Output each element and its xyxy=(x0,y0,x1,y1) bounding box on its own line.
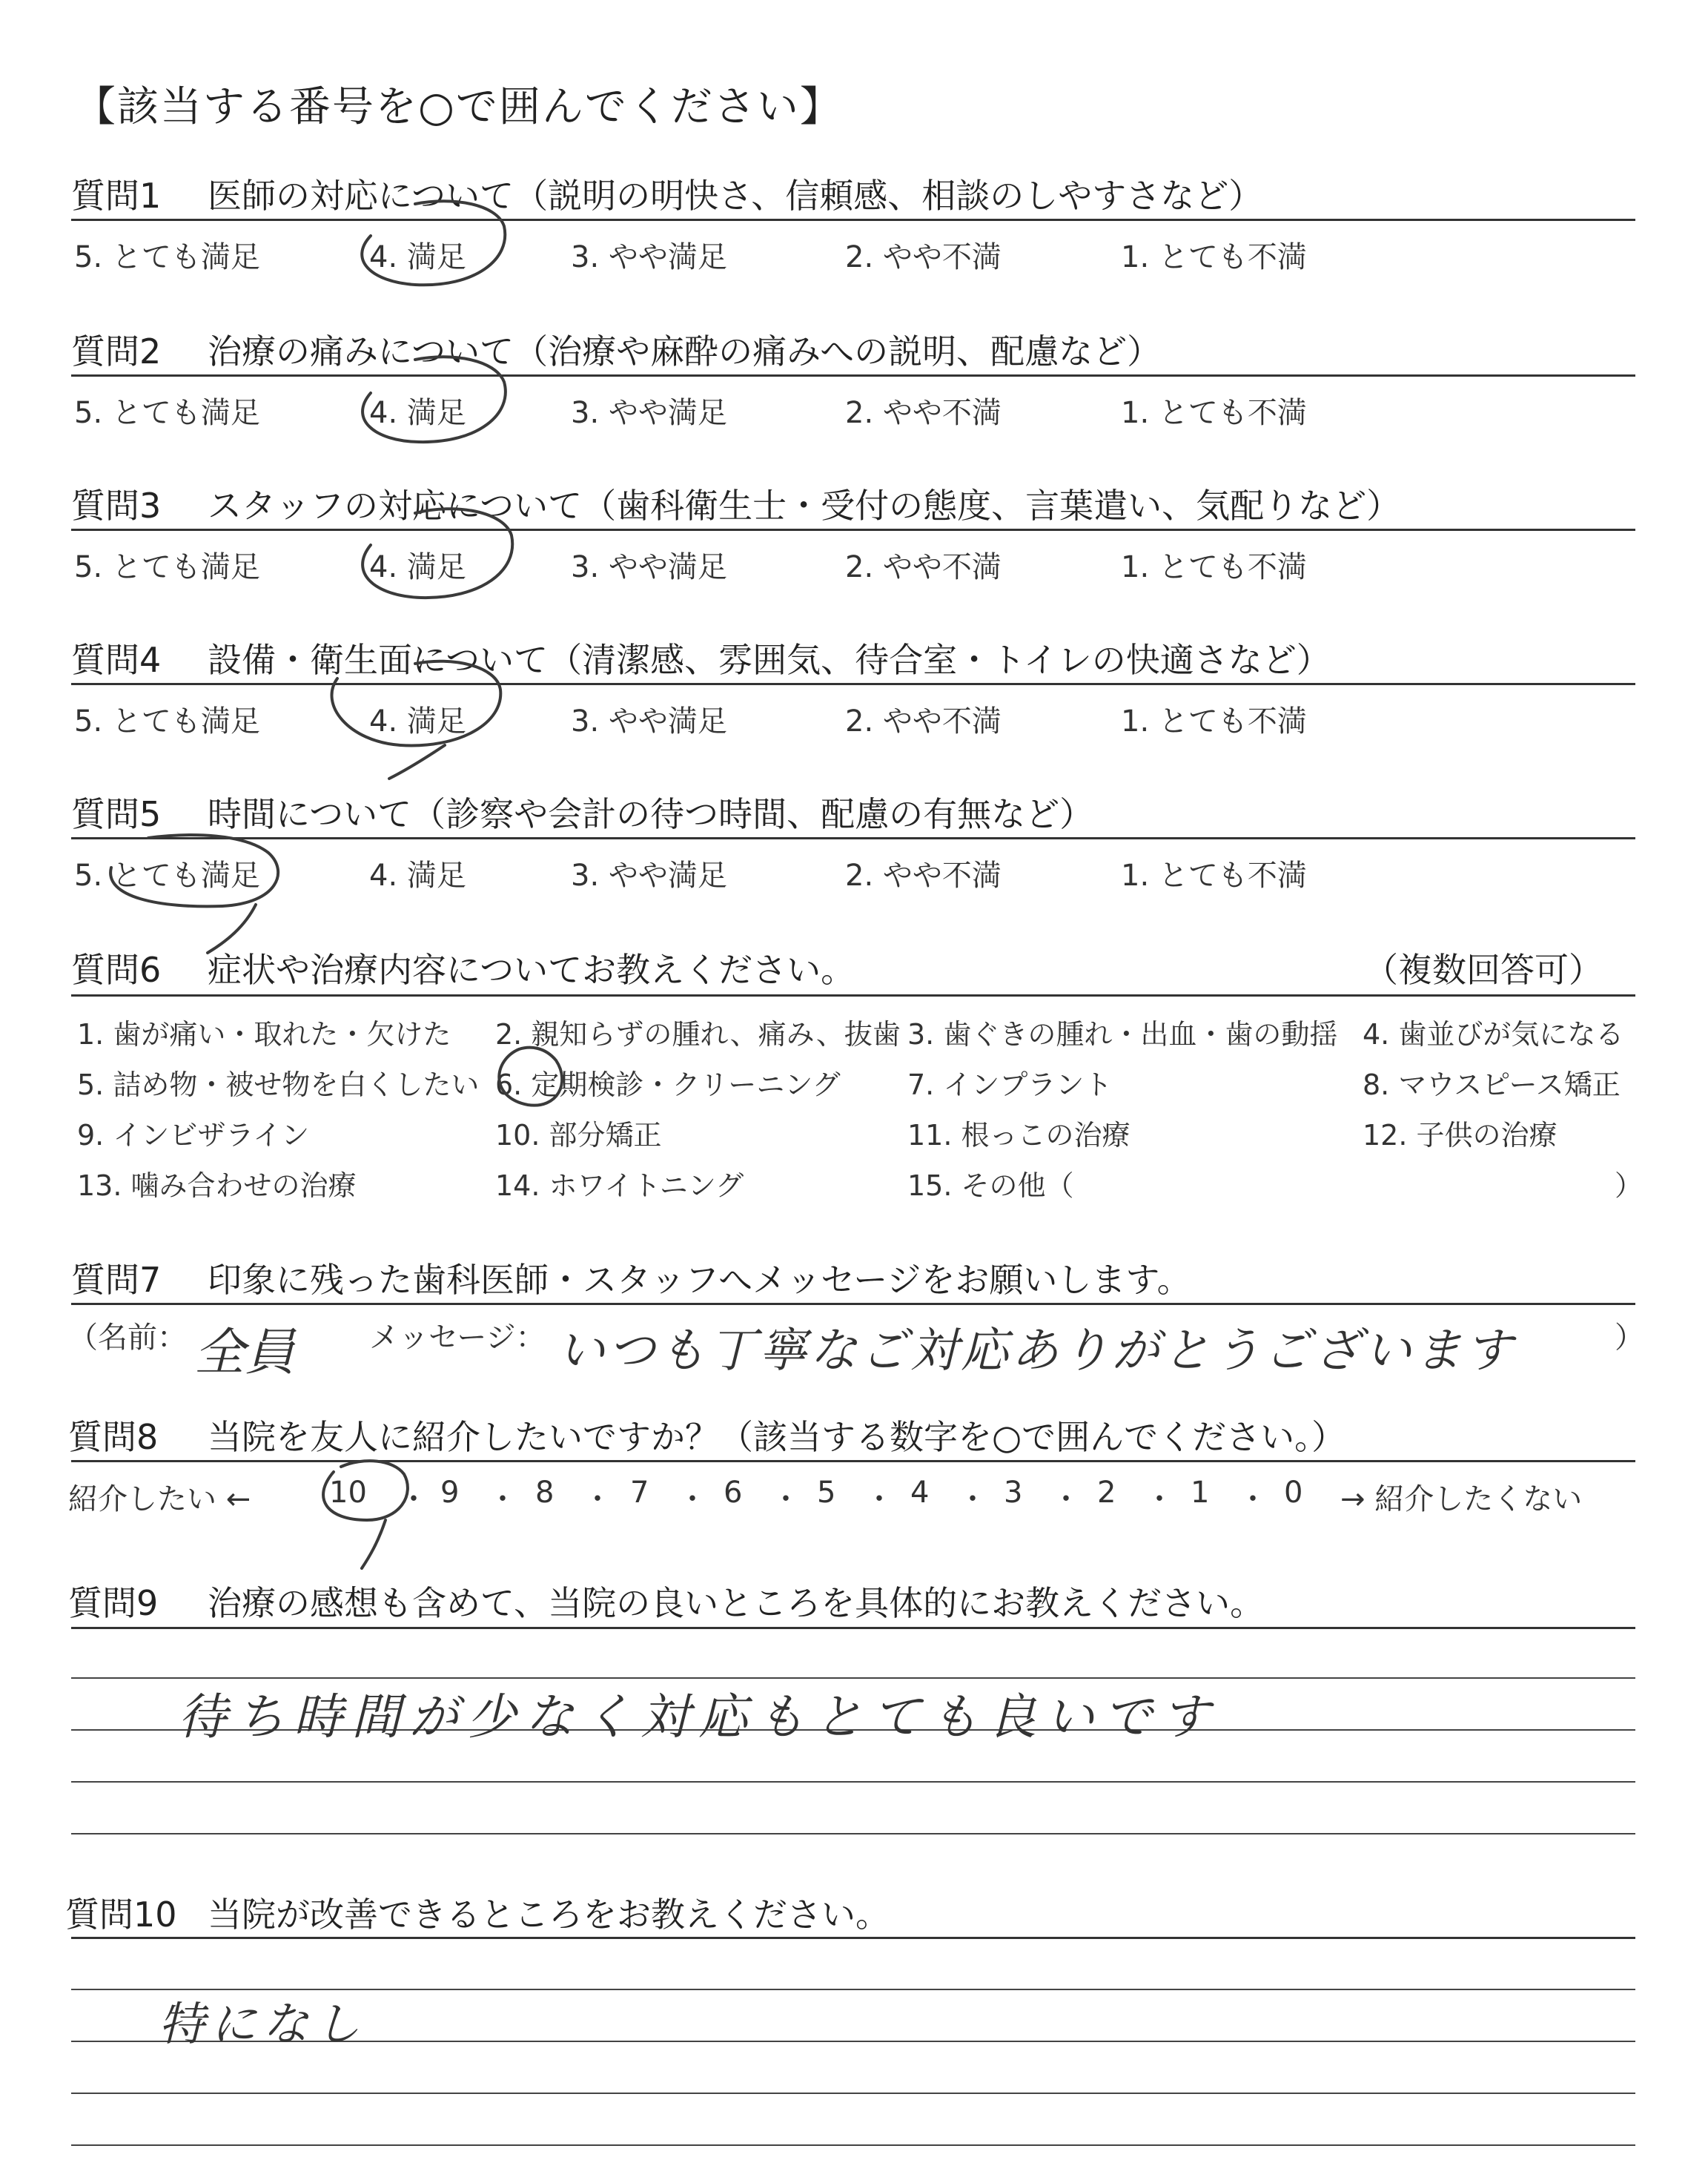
q8-score-3[interactable]: 3 xyxy=(1004,1476,1023,1510)
q5-rule xyxy=(71,837,1635,839)
q9-text: 治療の感想も含めて、当院の良いところを具体的にお教えください。 xyxy=(208,1583,1265,1623)
q6-item-7[interactable]: 7. インプラント xyxy=(907,1069,1113,1101)
q5-label: 質問5 xyxy=(71,794,162,834)
q9-rule xyxy=(71,1627,1635,1629)
q2-option-3[interactable]: 3. やや満足 xyxy=(571,396,727,430)
q7-rule xyxy=(71,1303,1635,1305)
q7-name-label: （名前： xyxy=(68,1321,187,1355)
q4-option-3[interactable]: 3. やや満足 xyxy=(571,704,727,739)
q3-option-2[interactable]: 2. やや不満 xyxy=(845,550,1002,584)
q8-score-6[interactable]: 6 xyxy=(724,1476,743,1510)
q6-item-11[interactable]: 11. 根っこの治療 xyxy=(907,1119,1131,1152)
q6-item-9[interactable]: 9. インビザライン xyxy=(77,1119,310,1152)
q6-item-10[interactable]: 10. 部分矯正 xyxy=(495,1119,662,1152)
q4-text: 設備・衛生面について（清潔感、雰囲気、待合室・トイレの快適さなど） xyxy=(208,640,1331,680)
q5-option-5[interactable]: 5. とても満足 xyxy=(74,859,260,893)
q9-answer-line-3 xyxy=(71,1781,1635,1783)
q6-item-15-close: ） xyxy=(1615,1169,1644,1202)
q4-label: 質問4 xyxy=(71,640,162,680)
q8-dot: ・ xyxy=(1238,1482,1268,1516)
q8-dot: ・ xyxy=(1145,1482,1174,1516)
q8-dot: ・ xyxy=(771,1482,801,1516)
q6-rule xyxy=(71,994,1635,997)
q8-score-4[interactable]: 4 xyxy=(910,1476,930,1510)
q10-text: 当院が改善できるところをお教えください。 xyxy=(208,1895,890,1935)
q8-score-9[interactable]: 9 xyxy=(440,1476,460,1510)
q6-item-6[interactable]: 6. 定期検診・クリーニング xyxy=(495,1069,841,1101)
q6-label: 質問6 xyxy=(71,950,162,990)
q8-score-10[interactable]: 10 xyxy=(329,1476,367,1510)
q2-rule xyxy=(71,374,1635,377)
q5-option-4[interactable]: 4. 満足 xyxy=(369,859,466,893)
q5-text: 時間について（診察や会計の待つ時間、配慮の有無など） xyxy=(208,794,1094,834)
q6-item-2[interactable]: 2. 親知らずの腫れ、痛み、抜歯 xyxy=(495,1018,901,1051)
q4-option-4[interactable]: 4. 満足 xyxy=(369,704,466,739)
q6-item-12[interactable]: 12. 子供の治療 xyxy=(1363,1119,1558,1152)
q3-text: スタッフの対応について（歯科衛生士・受付の態度、言葉遣い、気配りなど） xyxy=(208,486,1401,526)
q7-close: ） xyxy=(1615,1321,1644,1355)
q6-note: （複数回答可） xyxy=(1364,950,1603,990)
q2-label: 質問2 xyxy=(71,331,162,371)
q8-dot: ・ xyxy=(1051,1482,1081,1516)
q10-answer[interactable]: 特になし xyxy=(159,1997,367,2051)
q7-message-label: メッセージ： xyxy=(369,1321,546,1355)
q3-label: 質問3 xyxy=(71,486,162,526)
q7-text: 印象に残った歯科医師・スタッフへメッセージをお願いします。 xyxy=(208,1260,1191,1300)
q4-option-1[interactable]: 1. とても不満 xyxy=(1121,704,1307,739)
q8-text: 当院を友人に紹介したいですか？（該当する数字を○で囲んでください。） xyxy=(208,1417,1346,1457)
q6-item-4[interactable]: 4. 歯並びが気になる xyxy=(1363,1018,1624,1051)
q5-option-3[interactable]: 3. やや満足 xyxy=(571,859,727,893)
q7-label: 質問7 xyxy=(71,1260,162,1300)
q10-rule xyxy=(71,1937,1635,1939)
q10-answer-line-3 xyxy=(71,2093,1635,2094)
q5-option-2[interactable]: 2. やや不満 xyxy=(845,859,1002,893)
q2-text: 治療の痛みについて（治療や麻酔の痛みへの説明、配慮など） xyxy=(208,331,1162,371)
q6-item-1[interactable]: 1. 歯が痛い・取れた・欠けた xyxy=(77,1018,451,1051)
q1-text: 医師の対応について（説明の明快さ、信頼感、相談のしやすさなど） xyxy=(208,176,1263,216)
q8-dot: ・ xyxy=(488,1482,517,1516)
form-heading: 【該当する番号を○で囲んでください】 xyxy=(74,83,843,131)
q1-option-1[interactable]: 1. とても不満 xyxy=(1121,240,1307,274)
q8-left-label: 紹介したい ← xyxy=(68,1482,251,1516)
q8-label: 質問8 xyxy=(68,1417,159,1457)
q1-rule xyxy=(71,219,1635,221)
q6-item-3[interactable]: 3. 歯ぐきの腫れ・出血・歯の動揺 xyxy=(907,1018,1338,1051)
q4-option-5[interactable]: 5. とても満足 xyxy=(74,704,260,739)
q2-option-4[interactable]: 4. 満足 xyxy=(369,396,466,430)
q8-dot: ・ xyxy=(399,1482,428,1516)
q7-message-value[interactable]: いつも丁寧なご対応ありがとうございます xyxy=(557,1324,1515,1378)
q1-option-5[interactable]: 5. とても満足 xyxy=(74,240,260,274)
q6-item-14[interactable]: 14. ホワイトニング xyxy=(495,1169,744,1202)
q8-score-0[interactable]: 0 xyxy=(1284,1476,1303,1510)
q8-score-2[interactable]: 2 xyxy=(1097,1476,1116,1510)
q6-item-13[interactable]: 13. 噛み合わせの治療 xyxy=(77,1169,357,1202)
q2-option-2[interactable]: 2. やや不満 xyxy=(845,396,1002,430)
q8-score-7[interactable]: 7 xyxy=(630,1476,649,1510)
q10-answer-line-4 xyxy=(71,2144,1635,2146)
q6-item-5[interactable]: 5. 詰め物・被せ物を白くしたい xyxy=(77,1069,480,1101)
q3-option-1[interactable]: 1. とても不満 xyxy=(1121,550,1307,584)
q3-rule xyxy=(71,529,1635,531)
q2-option-5[interactable]: 5. とても満足 xyxy=(74,396,260,430)
q10-label: 質問10 xyxy=(65,1895,177,1935)
q9-answer[interactable]: 待ち時間が少なく対応もとても良いです xyxy=(178,1688,1219,1745)
q8-dot: ・ xyxy=(583,1482,612,1516)
q9-answer-line-4 xyxy=(71,1833,1635,1834)
q9-label: 質問9 xyxy=(68,1583,159,1623)
q8-score-1[interactable]: 1 xyxy=(1191,1476,1210,1510)
q8-score-5[interactable]: 5 xyxy=(817,1476,836,1510)
q5-option-1[interactable]: 1. とても不満 xyxy=(1121,859,1307,893)
q8-right-label: → 紹介したくない xyxy=(1340,1482,1583,1516)
q6-item-8[interactable]: 8. マウスピース矯正 xyxy=(1363,1069,1621,1101)
q1-label: 質問1 xyxy=(71,176,162,216)
q1-option-3[interactable]: 3. やや満足 xyxy=(571,240,727,274)
q8-dot: ・ xyxy=(864,1482,894,1516)
q1-option-2[interactable]: 2. やや不満 xyxy=(845,240,1002,274)
q8-dot: ・ xyxy=(958,1482,987,1516)
q4-rule xyxy=(71,683,1635,685)
q8-rule xyxy=(71,1460,1635,1462)
q3-option-3[interactable]: 3. やや満足 xyxy=(571,550,727,584)
q3-option-4[interactable]: 4. 満足 xyxy=(369,550,466,584)
q3-option-5[interactable]: 5. とても満足 xyxy=(74,550,260,584)
q8-score-8[interactable]: 8 xyxy=(535,1476,555,1510)
q6-text: 症状や治療内容についてお教えください。 xyxy=(208,950,855,990)
q1-option-4[interactable]: 4. 満足 xyxy=(369,240,466,274)
q7-name-value[interactable]: 全員 xyxy=(194,1324,296,1382)
q6-item-15[interactable]: 15. その他（ xyxy=(907,1169,1074,1202)
q2-option-1[interactable]: 1. とても不満 xyxy=(1121,396,1307,430)
q4-option-2[interactable]: 2. やや不満 xyxy=(845,704,1002,739)
q8-dot: ・ xyxy=(678,1482,707,1516)
